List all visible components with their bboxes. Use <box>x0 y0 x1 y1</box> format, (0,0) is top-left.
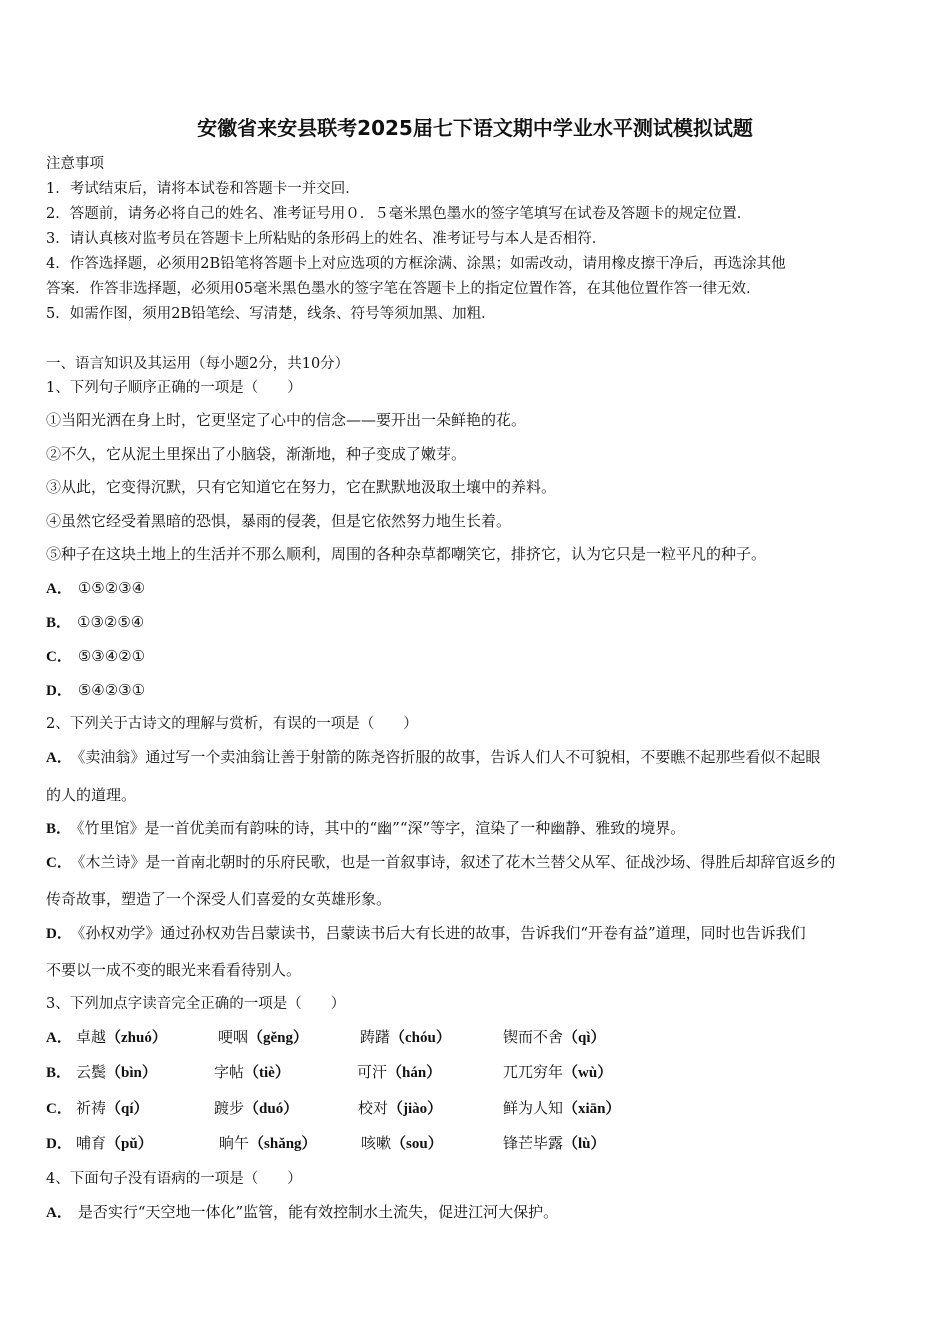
q2-option-b[interactable] <box>46 817 685 838</box>
word-item: 卓越（zhuó） <box>76 1028 167 1046</box>
word-item: 踱步（duó） <box>214 1099 299 1117</box>
option-text: ①③②⑤④ <box>77 613 145 631</box>
option-text: 《孙权劝学》通过孙权劝告吕蒙读书，吕蒙读书后大有长进的故事，告诉我们“开卷有益”道理，同时也告诉我们 <box>77 924 806 942</box>
notice-item: 4．作答选择题，必须用2B铅笔将答题卡上对应选项的方框涂满、涂黑；如需改动，请用橡皮擦干净后，再选涂其他 <box>46 256 786 272</box>
notice-item: 3．请认真核对监考员在答题卡上所粘贴的条形码上的姓名、准考证号与本人是否相符． <box>46 231 607 247</box>
option-letter: D． <box>46 1136 72 1152</box>
word-item: 鲜为人知（xiān） <box>503 1099 621 1117</box>
q1-sentence: ③从此，它变得沉默，只有它知道它在努力，它在默默地汲取土壤中的养料。 <box>46 478 557 496</box>
q2-option-d-cont: 不要以一成不变的眼光来看看待别人。 <box>46 961 302 979</box>
q1-option-d[interactable] <box>46 679 145 700</box>
q2-option-a-cont: 的人的道理。 <box>46 786 137 804</box>
notice-item: 1．考试结束后，请将本试卷和答题卡一并交回． <box>46 181 360 197</box>
section-heading: 一、语言知识及其运用（每小题2分，共10分） <box>46 356 350 372</box>
word-item: 哽咽（gěng） <box>218 1028 309 1046</box>
question-4-stem: 4、下面句子没有语病的一项是（ ） <box>46 1171 302 1187</box>
option-letter: B． <box>46 1065 72 1081</box>
q1-option-a[interactable] <box>46 577 145 598</box>
notice-item: 5．如需作图，须用2B铅笔绘、写清楚，线条、符号等须加黑、加粗． <box>46 306 496 322</box>
word-item: 咳嗽（sou） <box>361 1134 443 1152</box>
option-text: 《卖油翁》通过写一个卖油翁让善于射箭的陈尧咨折服的故事，告诉人们人不可貌相，不要瞧不起那些看似不起眼 <box>77 748 821 766</box>
word-item: 哺育（pǔ） <box>76 1134 153 1152</box>
q1-sentence: ②不久，它从泥土里探出了小脑袋，渐渐地，种子变成了嫩芽。 <box>46 445 467 463</box>
q2-option-c-cont: 传奇故事，塑造了一个深受人们喜爱的女英雄形象。 <box>46 890 392 908</box>
option-letter: D． <box>46 926 72 942</box>
option-letter: A． <box>46 581 72 597</box>
option-letter: C． <box>46 649 72 665</box>
word-item: 锋芒毕露（lù） <box>503 1134 606 1152</box>
option-letter: A． <box>46 1030 72 1046</box>
question-1-stem: 1、下列句子顺序正确的一项是（ ） <box>46 380 302 396</box>
option-text: ⑤④②③① <box>77 681 146 699</box>
option-text: 是否实行“天空地一体化”监管，能有效控制水土流失，促进江河大保护。 <box>77 1203 559 1221</box>
q1-sentence: ④虽然它经受着黑暗的恐惧，暴雨的侵袭，但是它依然努力地生长着。 <box>46 512 512 530</box>
option-text: ⑤③④②① <box>77 647 146 665</box>
option-letter: C． <box>46 855 72 871</box>
option-letter: A． <box>46 750 72 766</box>
word-item: 字帖（tiè） <box>214 1063 290 1081</box>
q4-option-a[interactable] <box>46 1201 558 1222</box>
option-letter: C． <box>46 1101 72 1117</box>
q1-option-c[interactable] <box>46 645 145 666</box>
notice-item: 2．答题前，请务必将自己的姓名、准考证号用０．５毫米黑色墨水的签字笔填写在试卷及答题卡的规定位置． <box>46 206 752 222</box>
notice-item: 答案．作答非选择题，必须用05毫米黑色墨水的签字笔在答题卡上的指定位置作答，在其他位置作答一律无效． <box>46 281 761 297</box>
word-item: 可汗（hán） <box>357 1063 442 1081</box>
q1-sentence: ①当阳光洒在身上时，它更坚定了心中的信念——要开出一朵鲜艳的花。 <box>46 411 527 429</box>
word-item: 兀兀穷年（wù） <box>503 1063 613 1081</box>
option-text: 《竹里馆》是一首优美而有韵味的诗，其中的“幽”“深”等字，渲染了一种幽静、雅致的境界。 <box>77 819 686 837</box>
option-letter: B． <box>46 615 72 631</box>
q1-option-b[interactable] <box>46 611 144 632</box>
option-text: 《木兰诗》是一首南北朝时的乐府民歌，也是一首叙事诗，叙述了花木兰替父从军、征战沙场、得胜后却辞官返乡的 <box>77 853 836 871</box>
q2-option-a[interactable] <box>46 746 820 767</box>
word-item: 云鬓（bìn） <box>76 1063 157 1081</box>
q1-sentence: ⑤种子在这块土地上的生活并不那么顺利，周围的各种杂草都嘲笑它，排挤它，认为它只是一粒平凡的种子。 <box>46 545 767 563</box>
notice-heading: 注意事项 <box>46 156 104 172</box>
page-title: 安徽省来安县联考2025届七下语文期中学业水平测试模拟试题 <box>197 116 753 140</box>
q2-option-c[interactable] <box>46 851 835 872</box>
word-item: 晌午（shǎng） <box>219 1134 317 1152</box>
word-item: 祈祷（qí） <box>76 1099 149 1117</box>
option-letter: A． <box>46 1205 72 1221</box>
q2-option-d[interactable] <box>46 922 806 943</box>
word-item: 踌躇（chóu） <box>360 1028 451 1046</box>
question-3-stem: 3、下列加点字读音完全正确的一项是（ ） <box>46 996 346 1012</box>
option-letter: B． <box>46 821 72 837</box>
option-text: ①⑤②③④ <box>77 579 146 597</box>
word-item: 校对（jiào） <box>358 1099 443 1117</box>
question-2-stem: 2、下列关于古诗文的理解与赏析，有误的一项是（ ） <box>46 716 418 732</box>
option-letter: D． <box>46 683 72 699</box>
word-item: 锲而不舍（qì） <box>503 1028 606 1046</box>
